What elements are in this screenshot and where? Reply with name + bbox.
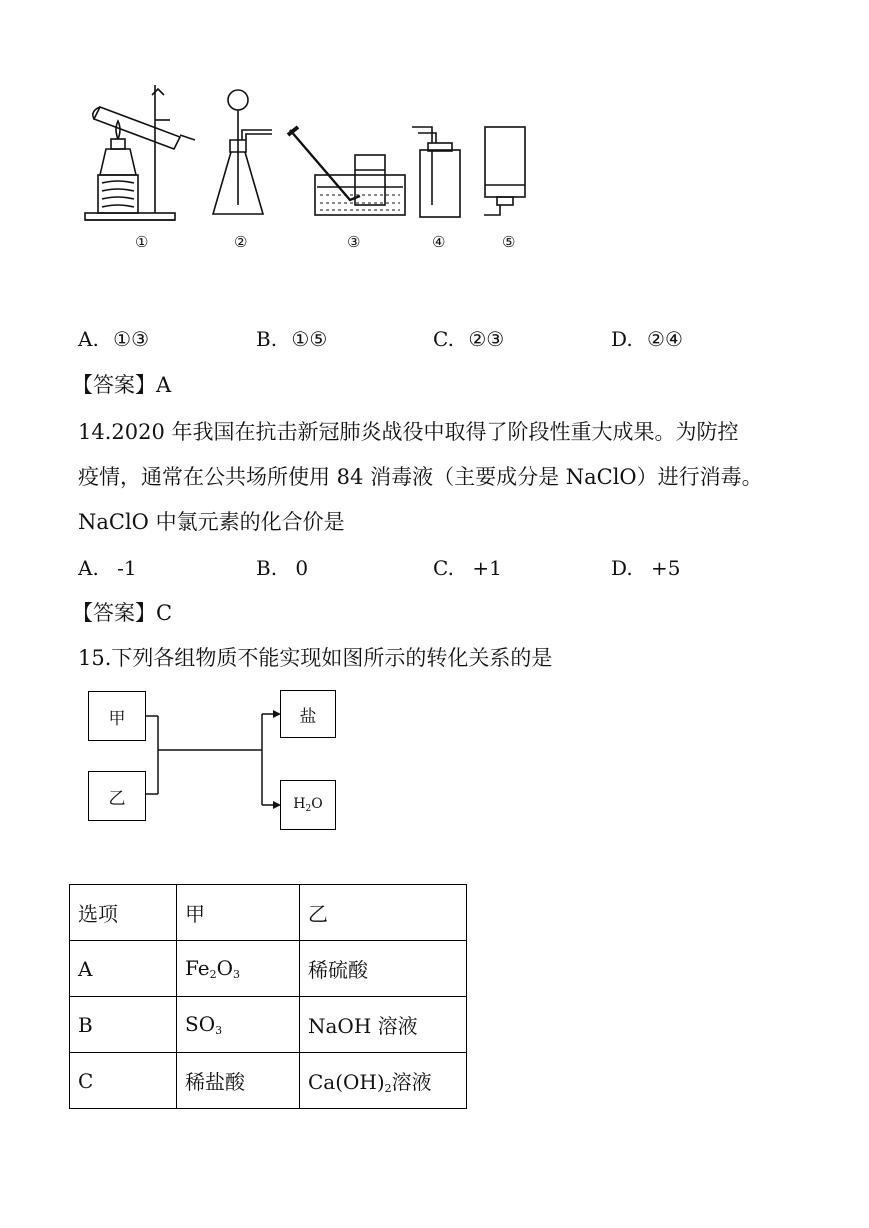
table-row [70,941,467,997]
q14-answer: 【答案】C [72,601,173,625]
box-jia [88,691,146,741]
option-letter: C. [433,327,454,351]
option-letter: C. [433,556,454,580]
box-jia-label: 甲 [108,708,126,729]
option-text: +1 [472,556,502,580]
table-cell-jia: $SO_3$ [177,997,300,1053]
table-cell-yi: NaOH 溶液 [300,997,467,1053]
option-letter: A. [78,556,99,580]
table-header-row [70,885,467,941]
apparatus-label-5: ⑤ [502,233,516,251]
apparatus-label-1: ① [135,233,149,251]
q15-options-table [69,884,467,1109]
option-text: ①⑤ [291,327,328,351]
option-text: -1 [117,556,137,580]
table-cell-option: C [70,1053,177,1109]
table-header-cell: 选项 [70,885,177,941]
q14-stem-line-2: 疫情，通常在公共场所使用 84 消毒液（主要成分是 NaClO）进行消毒。 [78,465,763,489]
table-cell-jia: $Fe_2O_3$ [177,941,300,997]
table-cell-option: B [70,997,177,1053]
q14-stem-line-1: 14.2020 年我国在抗击新冠肺炎战役中取得了阶段性重大成果。为防控 [78,420,739,444]
option-text: ①③ [113,327,150,351]
option-letter: B. [256,556,278,580]
option-text: 0 [295,556,309,580]
box-salt [280,690,336,738]
box-yi [88,771,146,821]
option-text: ②③ [468,327,505,351]
box-water [280,780,336,830]
table-cell-jia: 稀盐酸 [177,1053,300,1109]
table-cell-option: A [70,941,177,997]
table-cell-yi: 稀硫酸 [300,941,467,997]
option-letter: A. [78,327,99,351]
box-water-label: $H_2O$ [293,796,323,814]
q15-stem: 15.下列各组物质不能实现如图所示的转化关系的是 [78,646,553,670]
box-yi-label: 乙 [108,788,126,809]
apparatus-label-3: ③ [347,233,361,251]
option-text: ②④ [647,327,683,351]
q14-stem-line-3: NaClO 中氯元素的化合价是 [78,510,345,534]
table-row [70,997,467,1053]
apparatus-label-4: ④ [432,233,446,251]
table-row [70,1053,467,1109]
table-cell-yi: $Ca(OH)_2$溶液 [300,1053,467,1109]
table-header-cell: 乙 [300,885,467,941]
box-salt-label: 盐 [299,706,317,727]
q13-answer: 【答案】A [72,373,172,397]
table-header-cell: 甲 [177,885,300,941]
option-letter: B. [256,327,278,351]
apparatus-label-2: ② [234,233,248,251]
option-text: +5 [651,556,681,580]
option-letter: D. [611,327,633,351]
option-letter: D. [611,556,633,580]
